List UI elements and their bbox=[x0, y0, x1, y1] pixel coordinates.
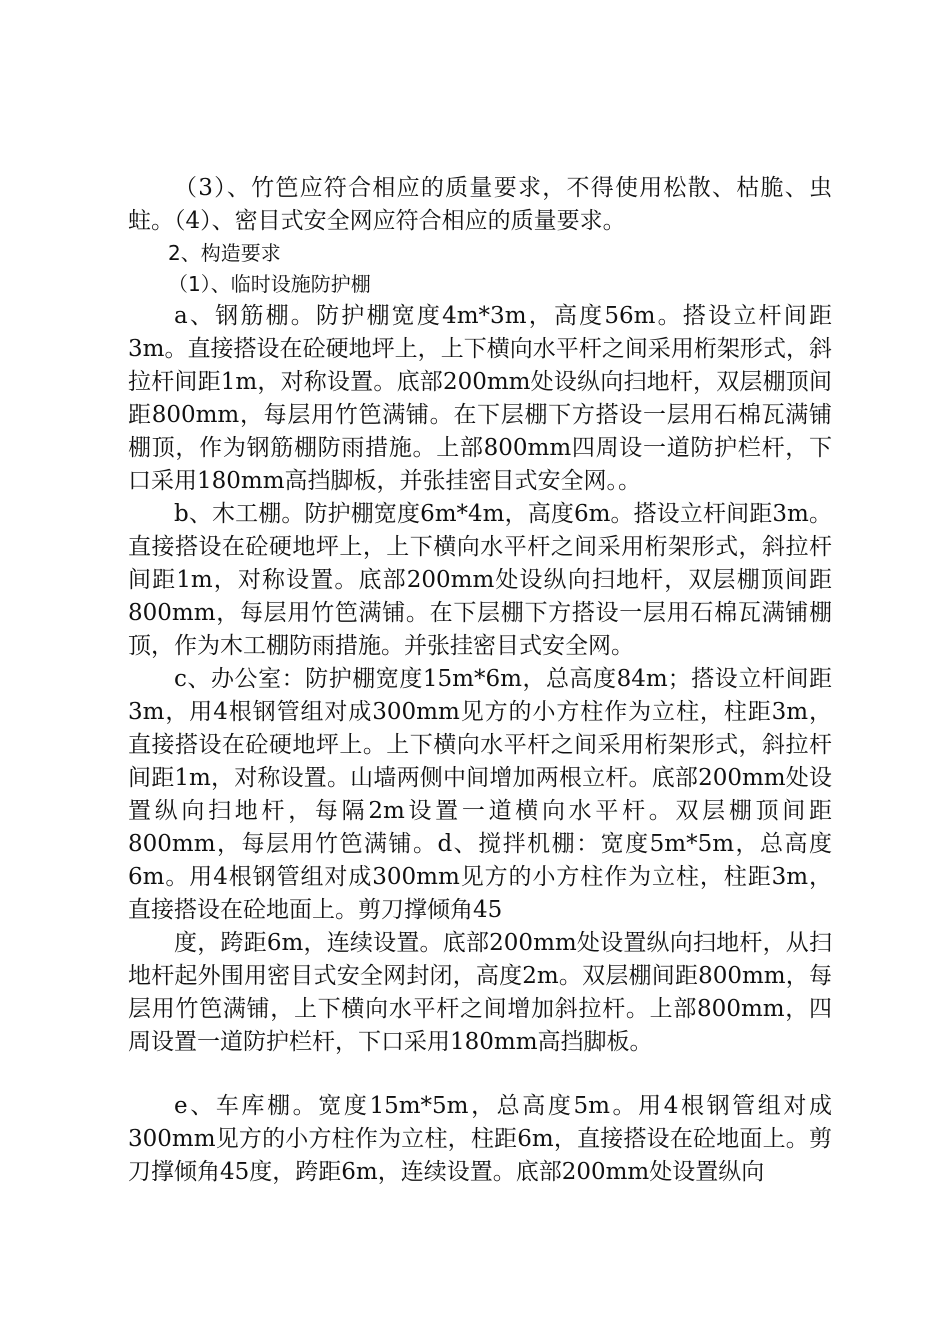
heading-construction-requirements: 2、构造要求 bbox=[168, 241, 281, 265]
paragraph-material-requirements: （3）、竹笆应符合相应的质量要求，不得使用松散、枯脆、虫蛀。（4）、密目式安全网应符合相应的质量要求。 bbox=[128, 175, 832, 234]
paragraph-rebar-shed: a、钢筋棚。防护棚宽度4m*3m，高度56m。搭设立杆间距3m。直接搭设在砼硬地坪上，上下横向水平杆之间采用桁架形式，斜拉杆间距1m，对称设置。底部200mm处设纵向扫地杆，双层棚顶间距800mm，每层用竹笆满铺。在下层棚下方搭设一层用石棉瓦满铺棚顶，作为钢筋棚防雨措施。上部800mm四周设一道防护栏杆，下口采用180mm高挡脚板，并张挂密目式安全网。。 bbox=[128, 303, 832, 494]
subheading-temporary-shelters: （1）、临时设施防护棚 bbox=[168, 272, 371, 296]
paragraph-mixer-shed-continued: 度，跨距6m，连续设置。底部200mm处设置纵向扫地杆，从扫地杆起外围用密目式安全网封闭，高度2m。双层棚间距800mm，每层用竹笆满铺，上下横向水平杆之间增加斜拉杆。上部800mm，四周设置一道防护栏杆，下口采用180mm高挡脚板。 bbox=[128, 930, 832, 1055]
paragraph-carpentry-shed: b、木工棚。防护棚宽度6m*4m，高度6m。搭设立杆间距3m。直接搭设在砼硬地坪上，上下横向水平杆之间采用桁架形式，斜拉杆间距1m，对称设置。底部200mm处设纵向扫地杆，双层棚顶间距800mm，每层用竹笆满铺。在下层棚下方搭设一层用石棉瓦满铺棚顶，作为木工棚防雨措施。并张挂密目式安全网。 bbox=[128, 501, 832, 659]
paragraph-office: c、办公室：防护棚宽度15m*6m，总高度84m；搭设立杆间距3m，用4根钢管组对成300mm见方的小方柱作为立柱，柱距3m，直接搭设在砼硬地坪上。上下横向水平杆之间采用桁架形式，斜拉杆间距1m，对称设置。山墙两侧中间增加两根立杆。底部200mm处设置纵向扫地杆，每隔2m设置一道横向水平杆。双层棚顶间距800mm，每层用竹笆满铺。d、搅拌机棚：宽度5m*5m，总高度6m。用4根钢管组对成300mm见方的小方柱作为立柱，柱距3m，直接搭设在砼地面上。剪刀撑倾角45 bbox=[128, 666, 832, 923]
document-body bbox=[128, 172, 832, 1189]
paragraph-garage-shed: e、车库棚。宽度15m*5m，总高度5m。用4根钢管组对成300mm见方的小方柱作为立柱，柱距6m，直接搭设在砼地面上。剪刀撑倾角45度，跨距6m，连续设置。底部200mm处设置纵向 bbox=[128, 1093, 832, 1185]
